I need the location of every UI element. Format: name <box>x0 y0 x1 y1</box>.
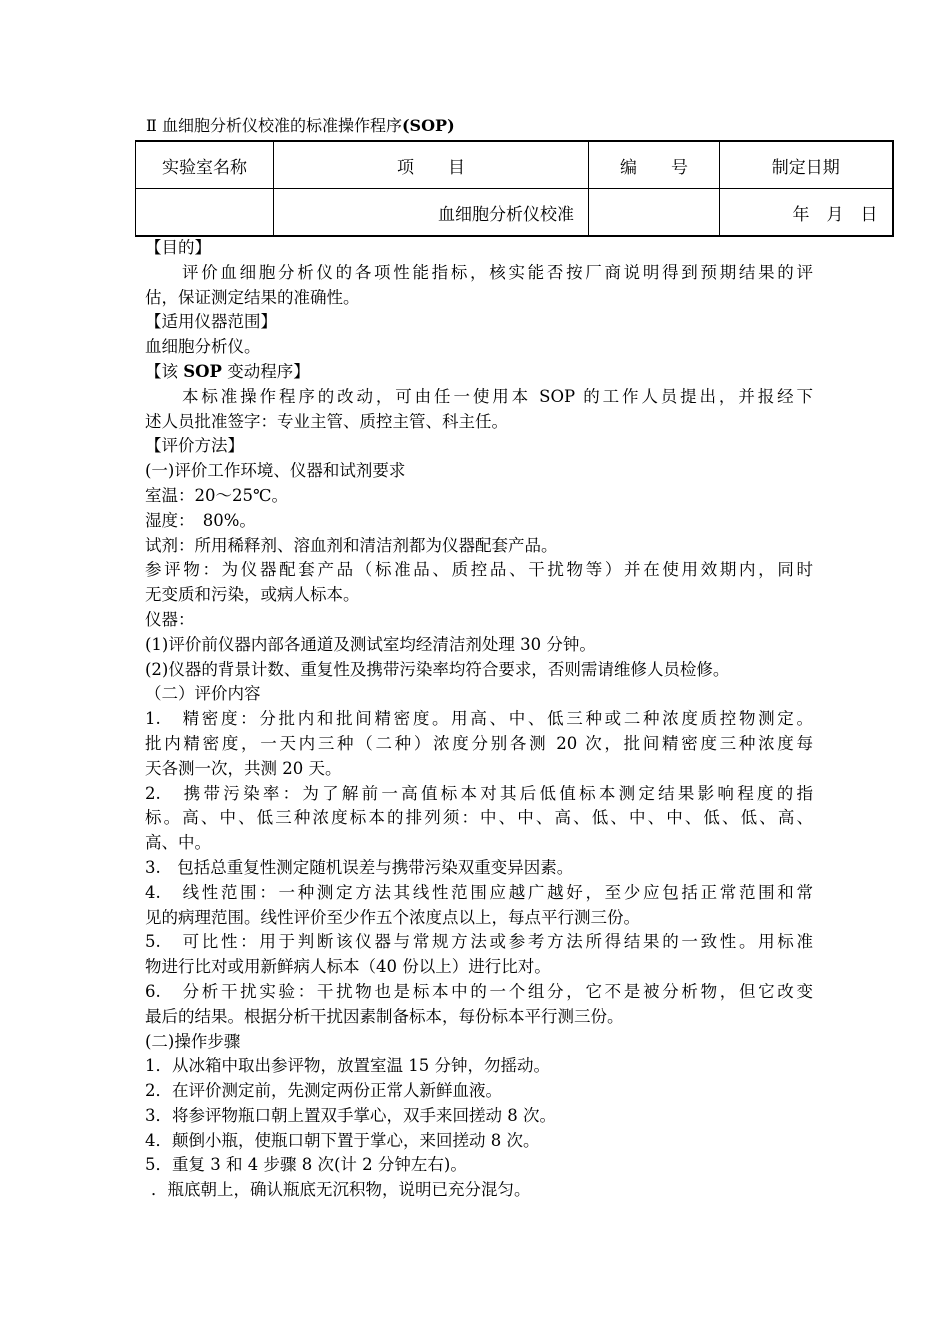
paragraph-line: 参评物：为仪器配套产品（标准品、质控品、干扰物等）并在使用效期内，同时 <box>145 560 813 580</box>
list-item: 4．颠倒小瓶，使瓶口朝下置于掌心，来回搓动 8 次。 <box>145 1130 540 1150</box>
paragraph-line: 见的病理范围。线性评价至少作五个浓度点以上，每点平行测三份。 <box>145 907 640 927</box>
list-item: 5. 可比性：用于判断该仪器与常规方法或参考方法所得结果的一致性。用标准 <box>145 932 813 952</box>
paragraph-line: 湿度： 80%。 <box>145 510 256 530</box>
header-table <box>135 140 894 237</box>
subsection-heading: （二）评价内容 <box>145 684 261 704</box>
paragraph-line: 仪器： <box>145 609 195 629</box>
value-item: 血细胞分析仪校准 <box>274 189 589 237</box>
paragraph-line: 室温：20～25℃。 <box>145 485 288 505</box>
paragraph-line: 最后的结果。根据分析干扰因素制备标本，每份标本平行测三份。 <box>145 1006 624 1026</box>
subsection-heading: (二)操作步骤 <box>145 1031 241 1051</box>
subsection-heading: (一)评价工作环境、仪器和试剂要求 <box>145 461 406 481</box>
document-body <box>145 236 813 1203</box>
title-sop-suffix: (SOP) <box>401 116 455 135</box>
section-heading-purpose: 【目的】 <box>145 238 211 257</box>
header-row <box>136 141 893 189</box>
paragraph-line: 述人员批准签字：专业主管、质控主管、科主任。 <box>145 411 508 431</box>
list-item: 3. 包括总重复性测定随机误差与携带污染双重变异因素。 <box>145 857 574 877</box>
value-row <box>136 189 893 237</box>
header-date: 制定日期 <box>720 141 893 189</box>
paragraph-line: (1)评价前仪器内部各通道及测试室均经清洁剂处理 30 分钟。 <box>145 634 596 654</box>
document-title <box>146 115 455 137</box>
section-heading-scope: 【适用仪器范围】 <box>145 312 277 332</box>
paragraph-line: 血细胞分析仪。 <box>145 337 261 357</box>
paragraph-line: (2)仪器的背景计数、重复性及携带污染率均符合要求，否则需请维修人员检修。 <box>145 659 730 679</box>
paragraph-line: 评价血细胞分析仪的各项性能指标，核实能否按厂商说明得到预期结果的评 <box>182 262 813 282</box>
paragraph-line: 高、中。 <box>145 833 211 853</box>
paragraph-line: 试剂：所用稀释剂、溶血剂和清洁剂都为仪器配套产品。 <box>145 535 558 555</box>
paragraph-line: 无变质和污染，或病人标本。 <box>145 585 360 605</box>
paragraph-line: 批内精密度，一天内三种（二种）浓度分别各测 20 次，批间精密度三种浓度每 <box>145 733 813 753</box>
title-text: Ⅱ 血细胞分析仪校准的标准操作程序 <box>146 116 402 135</box>
list-item: 4. 线性范围：一种测定方法其线性范围应越广越好，至少应包括正常范围和常 <box>145 882 813 902</box>
list-item: 2. 携带污染率：为了解前一高值标本对其后低值标本测定结果影响程度的指 <box>145 783 813 803</box>
paragraph-line: 天各测一次，共测 20 天。 <box>145 758 342 778</box>
list-item: 5．重复 3 和 4 步骤 8 次(计 2 分钟左右)。 <box>145 1155 467 1175</box>
value-lab-name <box>136 189 274 237</box>
list-item: ．瓶底朝上，确认瓶底无沉积物，说明已充分混匀。 <box>151 1180 531 1200</box>
paragraph-line: 标。高、中、低三种浓度标本的排列须：中、中、高、低、中、中、低、低、高、 <box>145 808 813 828</box>
list-item: 1. 精密度：分批内和批间精密度。用高、中、低三种或二种浓度质控物测定。 <box>145 709 813 729</box>
header-lab-name: 实验室名称 <box>136 141 274 189</box>
list-item: 3．将参评物瓶口朝上置双手掌心，双手来回搓动 8 次。 <box>145 1105 556 1125</box>
value-number <box>589 189 720 237</box>
list-item: 2．在评价测定前，先测定两份正常人新鲜血液。 <box>145 1081 502 1101</box>
value-date: 年 月 日 <box>720 189 893 237</box>
header-number: 编 号 <box>589 141 720 189</box>
section-heading-sop-change: 【该 SOP 变动程序】 <box>145 361 310 381</box>
section-heading-method: 【评价方法】 <box>145 436 244 456</box>
list-item: 6. 分析干扰实验：干扰物也是标本中的一个组分，它不是被分析物，但它改变 <box>145 981 813 1001</box>
paragraph-line: 物进行比对或用新鲜病人标本（40 份以上）进行比对。 <box>145 957 551 977</box>
paragraph-line: 估，保证测定结果的准确性。 <box>145 287 360 307</box>
header-item: 项 目 <box>274 141 589 189</box>
list-item: 1．从冰箱中取出参评物，放置室温 15 分钟，勿摇动。 <box>145 1056 550 1076</box>
paragraph-line: 本标准操作程序的改动，可由任一使用本 SOP 的工作人员提出，并报经下 <box>182 386 813 406</box>
